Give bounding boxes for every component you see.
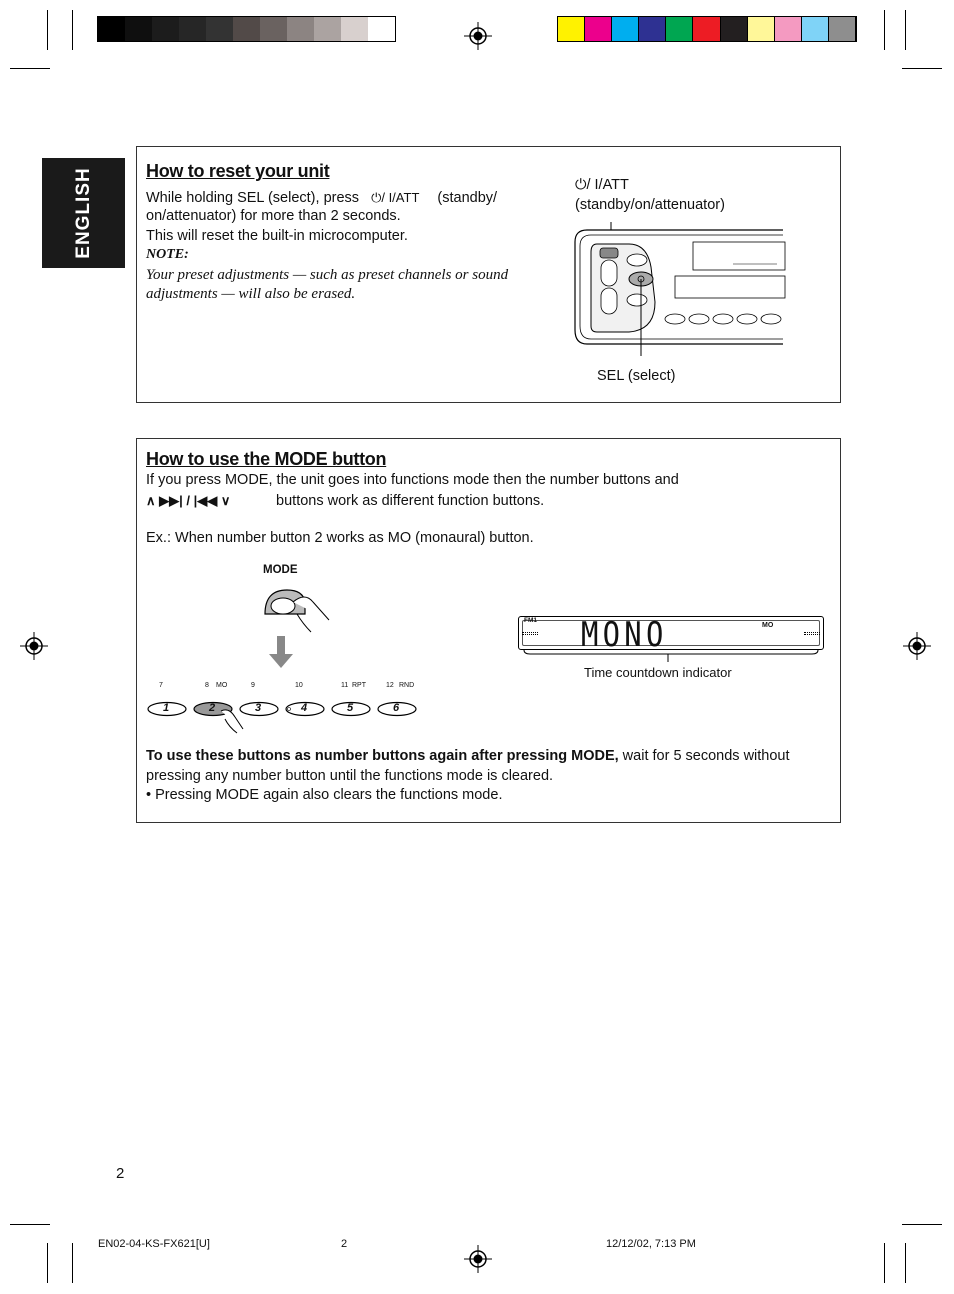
- mode-label: MODE: [263, 564, 298, 576]
- button-number: 2: [209, 702, 216, 714]
- display-mono-text: MONO: [581, 615, 668, 655]
- mode-line2: [146, 491, 544, 512]
- mode-button-illustration: [257, 584, 337, 674]
- mode-line1: If you press MODE, the unit goes into functions mode then the number buttons and: [146, 472, 679, 488]
- button-number: 3: [255, 702, 262, 714]
- gray-swatch: [314, 17, 341, 41]
- reset-line1-b: (standby/: [437, 190, 498, 206]
- color-swatch: [748, 17, 775, 41]
- button-top-label: 7: [159, 682, 163, 689]
- reset-title: How to reset your unit: [146, 161, 330, 181]
- note-line1: Your preset adjustments — such as preset channels or sound: [146, 267, 509, 283]
- mode-section: [136, 438, 841, 823]
- button-top-label: 12: [386, 682, 394, 689]
- display-right-indicator: [804, 632, 820, 635]
- note-line2: adjustments — will also be erased.: [146, 286, 356, 302]
- display-caption: Time countdown indicator: [584, 665, 732, 680]
- button-number: 5: [347, 702, 354, 714]
- figure-label-top: [575, 176, 725, 215]
- button-top-label: RPT: [352, 682, 366, 689]
- button-top-label: 8: [205, 682, 209, 689]
- footer-center: 2: [341, 1238, 348, 1250]
- button-top-label: 9: [251, 682, 255, 689]
- color-swatch: [721, 17, 748, 41]
- indicator-bracket: [518, 650, 824, 662]
- mode-title: How to use the MODE button: [146, 449, 387, 469]
- registration-mark-icon: [464, 1245, 492, 1273]
- crop-mark: [902, 1224, 942, 1225]
- page-number: 2: [116, 1165, 125, 1182]
- number-buttons: [145, 697, 425, 737]
- faceplate-illustration: [567, 222, 787, 372]
- button-number: 1: [163, 702, 170, 714]
- color-swatch: [612, 17, 639, 41]
- gray-swatch: [179, 17, 206, 41]
- gray-swatch: [260, 17, 287, 41]
- crop-mark: [72, 10, 73, 50]
- gray-swatch: [125, 17, 152, 41]
- power-att-symbol: ⏻/ I/ATT: [371, 190, 420, 205]
- crop-mark: [47, 1243, 48, 1283]
- color-swatch: [585, 17, 612, 41]
- display-fm-label: FM1: [524, 617, 537, 624]
- button-number: 6: [393, 702, 400, 714]
- crop-mark: [884, 1243, 885, 1283]
- figure-label-bottom: SEL (select): [597, 368, 676, 384]
- color-swatch: [829, 17, 856, 41]
- button-top-label: RND: [399, 682, 415, 689]
- display-mo-label: MO: [762, 622, 774, 629]
- registration-mark-icon: [903, 632, 931, 660]
- crop-mark: [10, 1224, 50, 1225]
- footer-left: EN02-04-KS-FX621[U]: [98, 1238, 210, 1250]
- mode-bullet: • Pressing MODE again also clears the functions mode.: [146, 787, 503, 803]
- color-swatch: [666, 17, 693, 41]
- gray-swatch: [341, 17, 368, 41]
- gray-swatch: [368, 17, 395, 41]
- color-swatch: [693, 17, 720, 41]
- color-swatch: [558, 17, 585, 41]
- button-top-label: MO: [216, 682, 228, 689]
- gray-swatch: [233, 17, 260, 41]
- lcd-display: [518, 615, 824, 655]
- mode-after-bold: wait for 5 seconds without: [618, 748, 790, 764]
- color-bar: [557, 16, 857, 42]
- figure-label-text: (standby/on/attenuator): [575, 196, 725, 213]
- language-tab: [42, 158, 125, 268]
- mode-line-b2: pressing any number button until the functions mode is cleared.: [146, 768, 554, 784]
- color-swatch: [639, 17, 666, 41]
- reset-section: [136, 146, 841, 403]
- color-swatch: [802, 17, 829, 41]
- finger-icon: [221, 710, 243, 733]
- registration-mark-icon: [20, 632, 48, 660]
- language-tab-label: ENGLISH: [72, 167, 94, 259]
- gray-swatch: [98, 17, 125, 41]
- button-top-label: 11: [341, 682, 349, 689]
- mode-example: Ex.: When number button 2 works as MO (monaural) button.: [146, 530, 534, 546]
- gray-swatch: [287, 17, 314, 41]
- crop-mark: [47, 10, 48, 50]
- gray-swatch: [152, 17, 179, 41]
- mode-line2-text: buttons work as different function buttons.: [276, 493, 545, 509]
- crop-mark: [905, 1243, 906, 1283]
- figure-label-symbol: ⏻/ I/ATT: [575, 177, 629, 193]
- reset-line1-a: While holding SEL (select), press: [146, 190, 360, 206]
- crop-mark: [10, 68, 50, 69]
- grayscale-bar: [97, 16, 396, 42]
- footer-right: 12/12/02, 7:13 PM: [606, 1238, 696, 1250]
- function-button-symbols: ∧ ▶▶| / |◀◀ ∨: [146, 493, 231, 508]
- button-number: 4: [301, 702, 308, 714]
- button-top-label: 10: [295, 682, 303, 689]
- reset-line3: This will reset the built-in microcomputer.: [146, 228, 408, 244]
- crop-mark: [902, 68, 942, 69]
- crop-mark: [905, 10, 906, 50]
- crop-mark: [72, 1243, 73, 1283]
- mode-return-text: [146, 747, 836, 767]
- mode-bold-text: To use these buttons as number buttons again after pressing MODE,: [146, 748, 619, 764]
- gray-swatch: [206, 17, 233, 41]
- note-label: NOTE:: [146, 247, 189, 262]
- reset-line2: on/attenuator) for more than 2 seconds.: [146, 208, 401, 224]
- registration-mark-icon: [464, 22, 492, 50]
- down-arrow-icon: [269, 636, 293, 668]
- display-left-indicator: [522, 632, 538, 635]
- color-swatch: [775, 17, 802, 41]
- reset-line1: [146, 188, 497, 209]
- crop-mark: [884, 10, 885, 50]
